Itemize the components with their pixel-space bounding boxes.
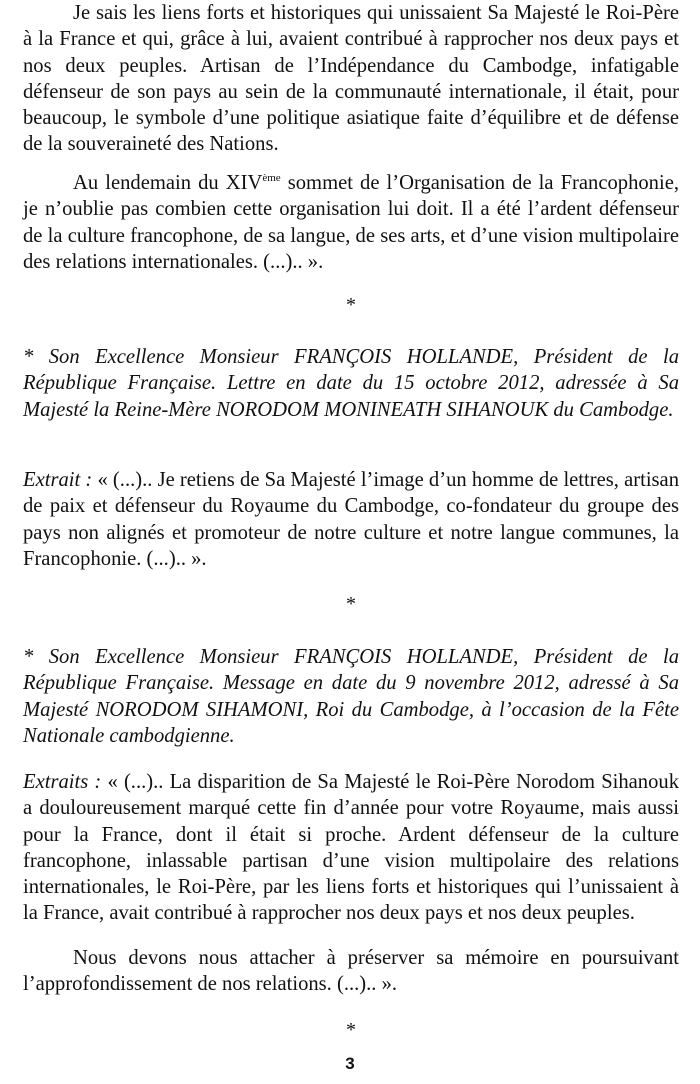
- letter2-extract-label: Extrait :: [23, 469, 93, 491]
- letter1-p2-rest: sommet de l’Organisation de la Francophonie, je n’oublie pas combien cette organisation lui doit. Il a été l’ardent défenseur de la culture francophone, de sa langue, de ses arts, et d’une vision multipolaire des relations internationales. (...).. ».: [23, 172, 679, 273]
- page-number: 3: [345, 1054, 355, 1073]
- separator-star-2: *: [346, 593, 356, 615]
- superscript-eme: ème: [262, 172, 281, 185]
- letter3-paragraph-2: Nous devons nous attacher à préserver sa mémoire en poursuivant l’approfondissement de nos relations. (...).. ».: [23, 947, 679, 996]
- letter3-extract: [23, 769, 679, 927]
- letter1-paragraph-1: Je sais les liens forts et historiques qui unissaient Sa Majesté le Roi-Père à la France et qui, grâce à lui, avaient contribué à rapprocher nos deux pays et nos deux peuples. Artisan de l’Indépendance du Cambodge, infatigable défenseur de son pays au sein de la communauté internationale, il était, pour beaucoup, le symbole d’une politique asiatique faite d’équilibre et de défense de la souveraineté des Nations.: [23, 2, 679, 156]
- letter2-header: * Son Excellence Monsieur FRANÇOIS HOLLANDE, Président de la République Française. Lettre en date du 15 octobre 2012, adressée à Sa Majesté la Reine-Mère NORODOM MONINEATH SIHANOUK du Cambodge.: [23, 346, 679, 421]
- letter1-paragraph-2: [23, 170, 679, 275]
- letter3-header: * Son Excellence Monsieur FRANÇOIS HOLLANDE, Président de la République Française. Message en date du 9 novembre 2012, adressé à Sa Majesté NORODOM SIHAMONI, Roi du Cambodge, à l’occasion de la Fête Nationale cambodgienne.: [23, 646, 679, 747]
- letter2-extract-text: « (...).. Je retiens de Sa Majesté l’image d’un homme de lettres, artisan de paix et défenseur du Royaume du Cambodge, co-fondateur du groupe des pays non alignés et promoteur de notre culture et notre langue communes, la Francophonie. (...).. ».: [23, 469, 679, 570]
- letter2-extract: [23, 467, 679, 572]
- letter1-p2-start: Au lendemain du XIV: [73, 172, 263, 194]
- separator-star-1: *: [346, 294, 356, 316]
- letter3-extract-label: Extraits :: [23, 771, 102, 793]
- separator-star-3: *: [346, 1019, 356, 1041]
- letter3-extract-text: « (...).. La disparition de Sa Majesté le Roi-Père Norodom Sihanouk a douloureusement marqué cette fin d’année pour votre Royaume, mais aussi pour la France, dont il était si proche. Ardent défenseur de la culture francophone, inlassable partisan d’une vision multipolaire des relations internationales, le Roi-Père, par les liens forts et historiques qui l’unissaient à la France, avait contribué à rapprocher nos deux pays et nos deux peuples.: [23, 771, 679, 925]
